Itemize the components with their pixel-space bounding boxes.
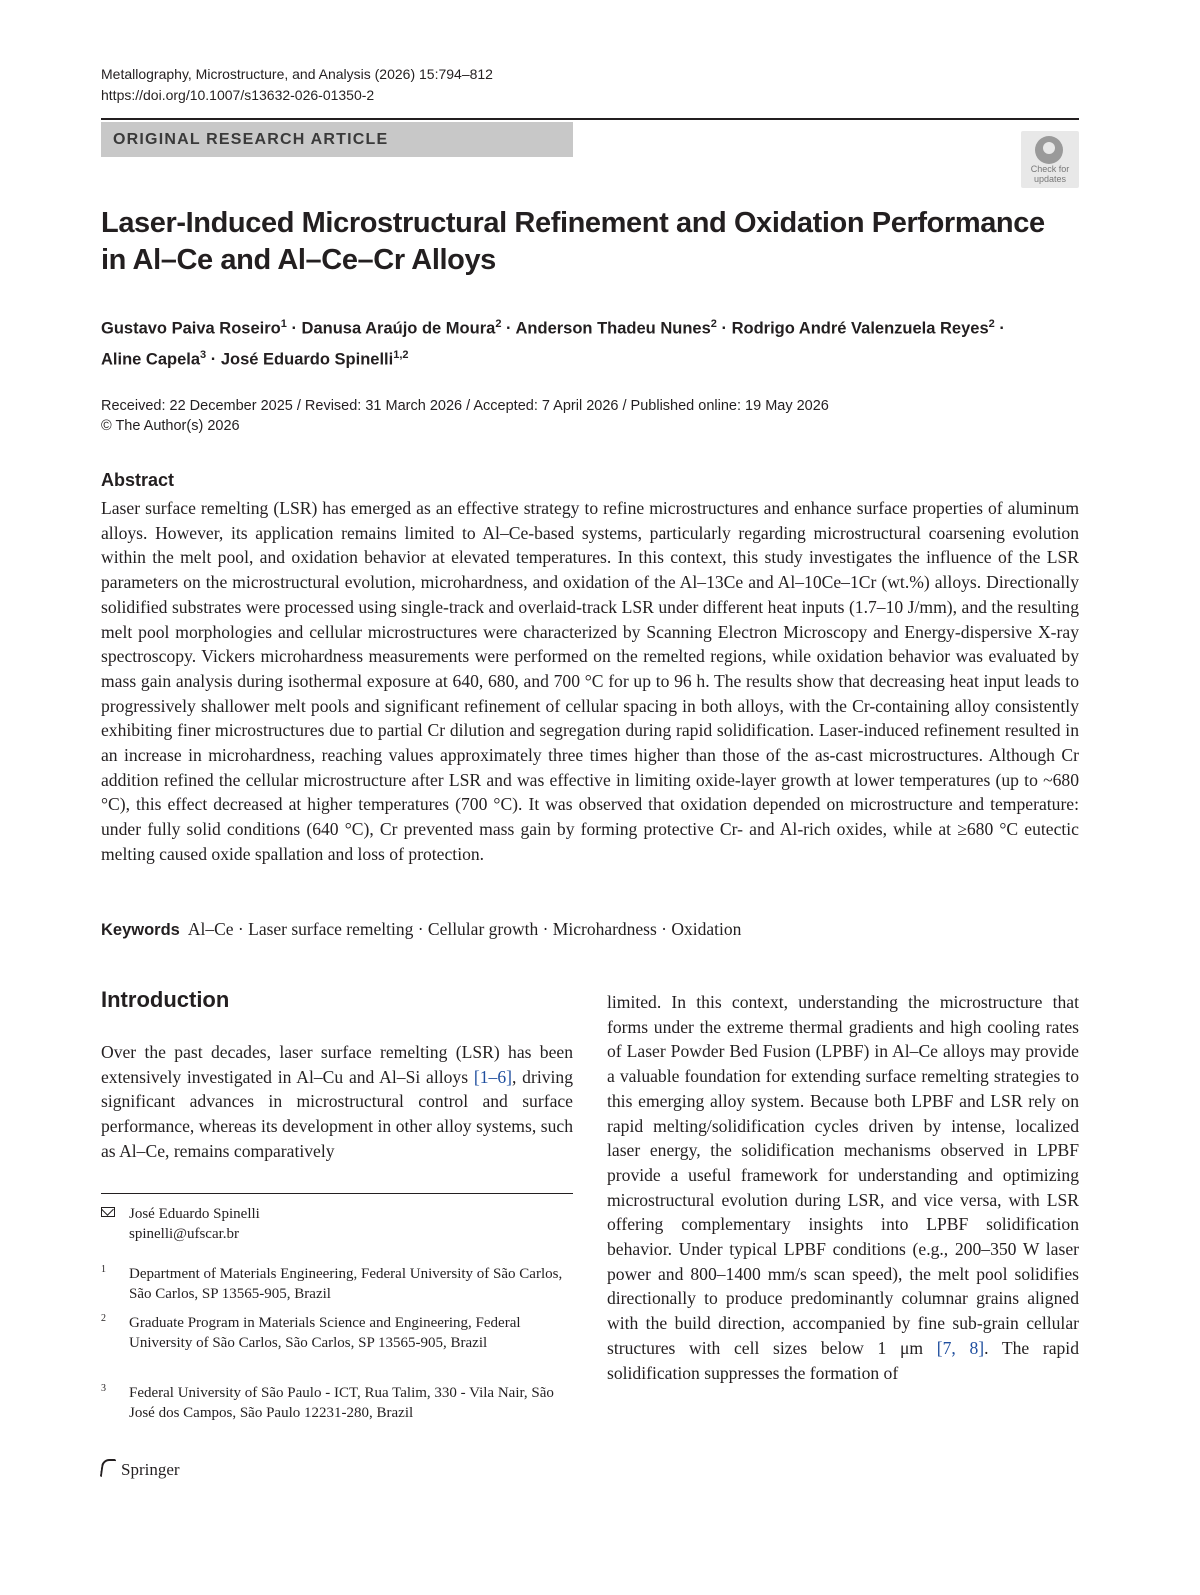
abstract-heading: Abstract [101,470,175,490]
keywords-label: Keywords [101,921,180,939]
intro-paragraph-right [607,990,1079,1385]
author-list: Gustavo Paiva Roseiro$^1$ · Danusa Araújo de Moura$^2$ · Anderson Thadeu Nunes$^2$ · Rodrigo André Valenzuela Reyes$^2$ · Aline Capela$^3$ · José Eduardo Spinelli$^{1,2}$ [101,318,1005,368]
affiliation-text: Federal University of São Paulo - ICT, Rua Talim, 330 - Vila Nair, São José dos Campos, São Paulo 12231-280, Brazil [129,1385,554,1421]
author-name[interactable]: Gustavo Paiva Roseiro [101,319,281,338]
journal-citation [101,64,493,106]
citation-link[interactable]: [7, 8] [936,1337,985,1358]
doi-link[interactable]: https://doi.org/10.1007/s13632-026-01350-2 [101,87,375,103]
intro-text: Over the past decades, laser surface remelting (LSR) has been extensively investigated in Al–Cu and Al–Si alloys [101,1042,573,1087]
crossmark-icon [1035,136,1063,164]
author-name[interactable]: Danusa Araújo de Moura [301,319,496,338]
author-affiliation: 2 [988,318,995,330]
intro-text: , driving significant advances in microstructural control and surface performance, whereas its development in other alloy systems, such as Al–Ce, remains comparatively [101,1066,574,1161]
article-title [101,205,1061,279]
affiliation-number: 1 [101,1264,106,1275]
author-affiliation: 3 [200,348,207,361]
affiliation-text: Department of Materials Engineering, Federal University of São Carlos, São Carlos, SP 13565-905, Brazil [129,1266,563,1302]
affiliation-text: Graduate Program in Materials Science and Engineering, Federal University of São Carlos, São Carlos, SP 13565-905, Brazil [129,1315,521,1351]
author-affiliation: 2 [710,318,717,330]
journal-name: Metallography, Microstructure, and Analysis (2026) 15:794–812 [101,66,493,82]
author-affiliation: 2 [495,318,502,330]
section-heading-introduction: Introduction [101,987,230,1012]
title-line-2: in Al–Ce and Al–Ce–Cr Alloys [101,244,496,276]
author-name[interactable]: Anderson Thadeu Nunes [515,319,711,338]
corresponding-email[interactable]: spinelli@ufscar.br [129,1226,240,1242]
title-line-1: Laser-Induced Microstructural Refinement and Oxidation Performance [101,207,1045,239]
intro-text: . The rapid solidification suppresses the formation of [607,1337,1079,1383]
citation-link[interactable]: [1–6] [473,1066,512,1087]
affiliation-number: 3 [101,1383,106,1394]
publisher-name: Springer [121,1460,180,1479]
header-rule [101,118,1079,120]
abstract-text: Laser surface remelting (LSR) has emerged as an effective strategy to refine microstructures and enhance surface properties of aluminum alloys. However, its application remains limited to Al–Ce-based systems, particularly regarding microstructural coarsening evolution within the melt pool, and oxidation behavior at elevated temperatures. In this context, this study investigates the influence of the LSR parameters on the microstructural evolution, microhardness, and oxidation of the Al–13Ce and Al–10Ce–1Cr (wt.%) alloys. Directionally solidified substrates were processed using single-track and overlaid-track LSR under different heat inputs (1.7–10 J/mm), and the resulting melt pool morphologies and cellular microstructures were characterized by Scanning Electron Microscopy and Energy-dispersive X-ray spectroscopy. Vickers microhardness measurements were performed on the remelted regions, while oxidation behavior was evaluated by mass gain analysis during isothermal exposure at 640, 680, and 700 °C for up to 96 h. The results show that decreasing heat input leads to progressively shallower melt pools and significant refinement of cellular spacing in both alloys, with the Cr-containing alloy consistently exhibiting finer microstructures due to partial Cr dilution and segregation during rapid solidification. Laser-induced refinement resulted in an increase in microhardness, reaching values approximately three times higher than those of the as-cast microstructures. Although Cr addition refined the cellular microstructure after LSR and was effective in limiting oxide-layer growth at lower temperatures (up to ~680 °C), this effect decreased at higher temperatures (700 °C). It was observed that oxidation depended on microstructure and temperature: under fully solid conditions (640 °C), Cr prevented mass gain by forming protective Cr- and Al-rich oxides, while at ≥680 °C eutectic melting caused oxide spallation and loss of protection. [101,498,1079,864]
author-name[interactable]: Rodrigo André Valenzuela Reyes [731,319,989,338]
check-for-updates-badge[interactable] [1021,131,1079,188]
keywords-list: Al–Ce · Laser surface remelting · Cellular growth · Microhardness · Oxidation [187,919,742,939]
affiliation-number: 2 [101,1313,106,1324]
intro-paragraph-left [101,1040,573,1164]
publisher-logo [101,1458,180,1482]
envelope-icon [101,1207,115,1217]
corresponding-name: José Eduardo Spinelli [129,1206,260,1222]
copyright: © The Author(s) 2026 [101,418,240,434]
author-name[interactable]: Aline Capela [101,350,201,368]
springer-horse-icon [100,1459,117,1477]
intro-text: limited. In this context, understanding the microstructure that forms under the extreme thermal gradients and high cooling rates of Laser Powder Bed Fusion (LPBF) in Al–Ce alloys may provide a valuable foundation for extending surface remelting strategies to this emerging alloy system. Because both LPBF and LSR rely on rapid melting/solidification cycles driven by intense, localized laser energy, the solidification mechanisms observed in LPBF provide a useful framework for understanding and optimizing microstructural evolution during LSR, and vice versa, with LSR offering complementary insights into LPBF solidification behavior. Under typical LPBF conditions (e.g., 200–350 W laser power and 800–1400 mm/s scan speed), the melt pool solidifies directionally to produce predominantly columnar grains aligned with the build direction, accompanied by fine sub-grain cellular structures with cell sizes below 1 μm [607,992,1079,1358]
author-affiliation: 1 [280,318,287,330]
check-updates-label: Check for updates [1030,164,1070,184]
keywords [101,917,1079,942]
article-type-banner: ORIGINAL RESEARCH ARTICLE [101,122,573,157]
publication-dates [101,396,1081,436]
author-name[interactable]: José Eduardo Spinelli [220,350,394,368]
history-dates: Received: 22 December 2025 / Revised: 31 March 2026 / Accepted: 7 April 2026 / Published online: 19 May 2026 [101,398,829,414]
author-affiliation: 1,2 [393,348,409,361]
footnote-rule [101,1193,573,1194]
